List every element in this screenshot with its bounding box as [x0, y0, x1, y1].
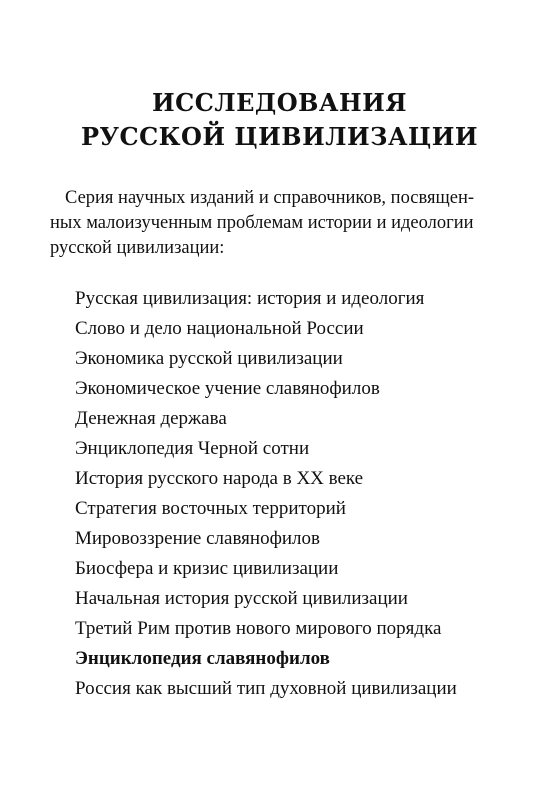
book-title: Биосфера и кризис цивилизации: [75, 558, 339, 579]
book-title: Слово и дело национальной России: [75, 318, 364, 339]
book-title: Третий Рим против нового мирового порядка: [75, 618, 442, 639]
book-title-highlighted: Энциклопедия славянофилов: [75, 648, 330, 669]
book-title: Начальная история русской цивилизации: [75, 588, 408, 609]
book-title: Энциклопедия Черной сотни: [75, 438, 310, 459]
description-line: ных малоизученным проблемам истории и идеологии: [50, 213, 474, 233]
book-title: Мировоззрение славянофилов: [75, 528, 321, 549]
book-title-list: [75, 284, 545, 704]
book-title: Россия как высший тип духовной цивилизации: [75, 678, 457, 699]
series-title-line-2: РУССКОЙ ЦИВИЛИЗАЦИИ: [80, 122, 479, 151]
series-title: [0, 86, 559, 154]
book-title: Экономика русской цивилизации: [75, 348, 343, 369]
description-line: русской цивилизации:: [50, 238, 225, 258]
book-title: История русского народа в XX веке: [75, 468, 364, 489]
series-title-line-1: ИССЛЕДОВАНИЯ: [152, 88, 407, 117]
book-title: Экономическое учение славянофилов: [75, 378, 380, 399]
book-title: Русская цивилизация: история и идеология: [75, 288, 425, 309]
description-line: Серия научных изданий и справочников, посвящен-: [65, 188, 475, 208]
book-title: Стратегия восточных территорий: [75, 498, 346, 519]
book-title: Денежная держава: [75, 408, 227, 429]
series-description: [50, 186, 520, 261]
